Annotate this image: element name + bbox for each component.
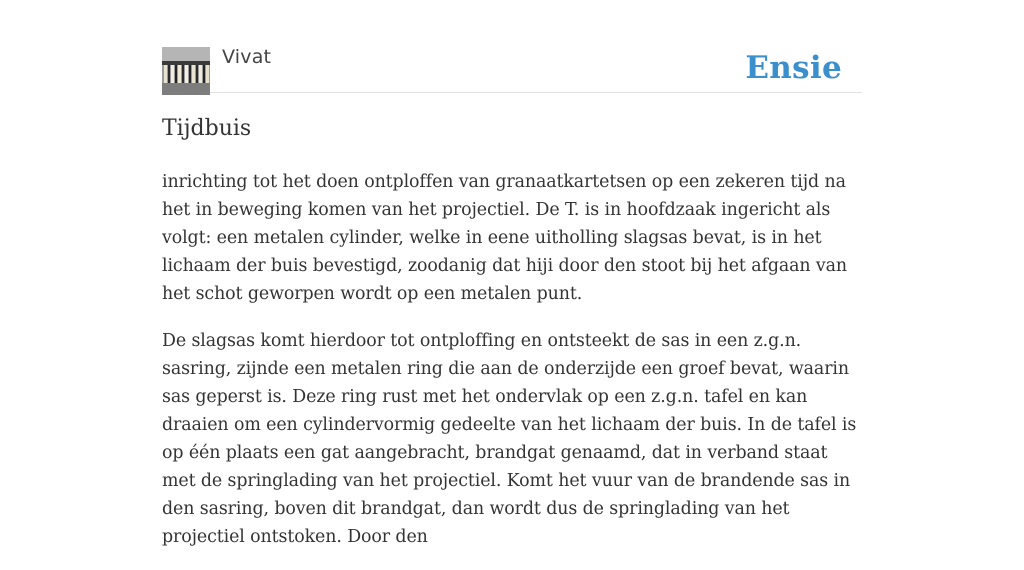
article-paragraph: inrichting tot het doen ontploffen van granaatkartetsen op een zekeren tijd na het in beweging komen van het projectiel. De T. is in hoofdzaak ingericht als volgt: een metalen cylinder, welke in eene uitholling slagsas bevat, is in het lichaam der buis bevestigd, zoodanig dat hiji door den stoot bij het afgaan van het schot geworpen wordt op een metalen punt. [162, 172, 848, 304]
page [162, 0, 862, 547]
author-name[interactable]: Vivat [222, 46, 272, 68]
bookshelf-avatar-icon[interactable] [162, 47, 210, 95]
page-title: Tijdbuis [162, 116, 252, 141]
header [162, 0, 862, 93]
brand-logo-link[interactable]: Ensie [745, 50, 842, 86]
article-paragraph: De slagsas komt hierdoor tot ontploffing en ontsteekt de sas in een z.g.n. sasring, zijnde een metalen ring die aan de onderzijde een groef bevat, waarin sas geperst is. Deze ring rust met het ondervlak op een z.g.n. tafel en kan draaien om een cylindervormig gedeelte van het lichaam der buis. In de tafel is op één plaats een gat aangebracht, brandgat genaamd, dat in verband staat met de springlading van het projectiel. Komt het vuur van de brandende sas in den sasring, boven dit brandgat, dan wordt dus de springlading van het projectiel ontstoken. Door den [162, 331, 857, 547]
article-body [162, 168, 862, 570]
